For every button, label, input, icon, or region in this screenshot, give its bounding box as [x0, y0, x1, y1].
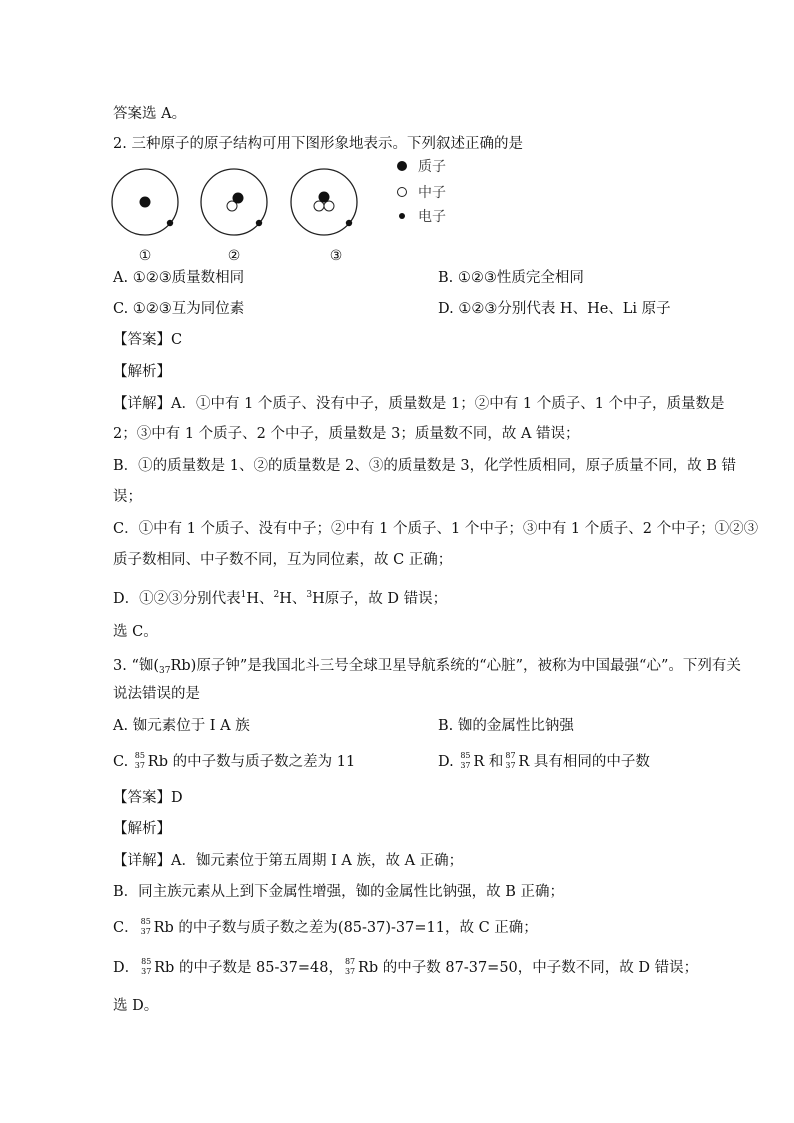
isotope-3h-symbol: H	[312, 591, 325, 607]
option-2c: C. ①②③互为同位素	[113, 301, 245, 317]
analysis-3-heading: 【解析】	[113, 821, 171, 837]
selection-3: 选 D。	[113, 998, 159, 1014]
option-3d-prefix: D.	[438, 754, 454, 770]
answer-3: 【答案】D	[113, 790, 183, 806]
detail-3c-text: Rb 的中子数与质子数之差为(85-37)-37=11，故 C 正确；	[153, 920, 538, 936]
atom-3-proton	[319, 192, 330, 203]
isotope-r87: 87 37	[505, 751, 516, 770]
detail-2c-line-2: 质子数相同、中子数不同，互为同位素，故 C 正确；	[113, 552, 453, 568]
isotope-1h-mass: 1	[240, 590, 247, 600]
option-3a: A. 铷元素位于 I A 族	[113, 718, 250, 734]
option-3b: B. 铷的金属性比钠强	[438, 718, 574, 734]
legend-electron-marker	[399, 213, 405, 219]
detail-2b-line-1: B．①的质量数是 1、②的质量数是 2、③的质量数是 3，化学性质相同，原子质量不同，故 B 错	[113, 458, 737, 474]
question-3-line-2: 说法错误的是	[113, 686, 200, 702]
selection-2: 选 C。	[113, 624, 158, 640]
detail-3d	[113, 958, 698, 978]
option-3c-text: Rb 的中子数与质子数之差为 11	[147, 754, 356, 770]
atom-1-proton	[140, 197, 151, 208]
isotope-rb85: 85 37	[141, 957, 152, 976]
isotope-rb87: 87 37	[344, 957, 356, 976]
question-2: 2. 三种原子的原子结构可用下图形象地表示。下列叙述正确的是	[113, 136, 523, 152]
detail-3a: 【详解】A．铷元素位于第五周期 I A 族，故 A 正确；	[113, 853, 464, 869]
detail-3d-text: Rb 的中子数 87-37=50，中子数不同，故 D 错误；	[357, 960, 699, 976]
q3-prefix: 3. “铷(	[113, 658, 160, 674]
isotope-2h-mass: 2	[273, 590, 280, 600]
isotope-rb85: 85 37	[140, 917, 151, 936]
option-3d-text: R 具有相同的中子数	[518, 754, 650, 770]
option-2b: B. ①②③性质完全相同	[438, 270, 584, 286]
isotope-1h-symbol: H	[246, 591, 260, 607]
answer-line: 答案选 A。	[113, 106, 187, 122]
legend-electron-label: 电子	[418, 209, 446, 225]
detail-2a-line-1: 【详解】A．①中有 1 个质子、没有中子，质量数是 1；②中有 1 个质子、1 个中子，质量数是	[113, 396, 725, 412]
option-3d	[438, 752, 650, 772]
atom-1-label: ①	[138, 248, 152, 264]
atom-3-neutron	[324, 201, 334, 211]
legend-neutron-marker	[398, 188, 407, 197]
atom-2-proton	[233, 193, 244, 204]
detail-3d-mid: Rb 的中子数是 85-37=48，	[154, 960, 343, 976]
isotope-3h-mass: 3	[306, 590, 313, 600]
atom-3-neutron	[314, 201, 324, 211]
legend-neutron-label: 中子	[418, 185, 446, 201]
detail-2c-line-1: C．①中有 1 个质子、没有中子；②中有 1 个质子、1 个中子；③中有 1 个质子、2 个中子；①②③	[113, 521, 759, 537]
detail-2d-suffix: 原子，故 D 错误；	[324, 591, 448, 607]
option-3c	[113, 752, 355, 772]
detail-2d	[113, 585, 447, 609]
atom-2-electron	[256, 220, 262, 226]
option-2d: D. ①②③分别代表 H、He、Li 原子	[438, 301, 671, 317]
detail-3c	[113, 918, 538, 938]
detail-3d-prefix: D．	[113, 960, 140, 976]
atom-structure-figure	[100, 150, 500, 265]
detail-2d-prefix: D．①②③分别代表	[113, 591, 241, 607]
legend-proton-label: 质子	[418, 159, 446, 175]
atom-3-label: ③	[329, 248, 343, 264]
separator: 、	[259, 591, 274, 607]
q3-text: Rb)原子钟”是我国北斗三号全球卫星导航系统的“心脏”，被称为中国最强“心”。下列有关	[170, 658, 741, 674]
answer-2: 【答案】C	[113, 332, 183, 348]
detail-3b: B．同主族元素从上到下金属性增强，铷的金属性比钠强，故 B 正确；	[113, 884, 565, 900]
question-3-line-1	[113, 656, 741, 681]
detail-3c-prefix: C．	[113, 920, 139, 936]
separator: 、	[291, 591, 307, 607]
rb-atomic-number: 37	[159, 666, 171, 676]
atom-1-electron	[167, 220, 173, 226]
isotope-2h-symbol: H	[279, 591, 292, 607]
analysis-2-heading: 【解析】	[113, 364, 171, 380]
atom-2-label: ②	[227, 248, 241, 264]
option-3d-mid: R 和	[473, 754, 504, 770]
option-2a: A. ①②③质量数相同	[113, 270, 245, 286]
atom-3-electron	[346, 220, 352, 226]
isotope-r85: 85 37	[460, 751, 471, 770]
isotope-rb85: 85 37	[134, 751, 145, 770]
detail-2b-line-2: 误；	[113, 489, 142, 505]
detail-2a-line-2: 2；③中有 1 个质子、2 个中子，质量数是 3；质量数不同，故 A 错误；	[113, 426, 580, 442]
legend-proton-marker	[397, 161, 407, 171]
option-3c-prefix: C.	[113, 754, 129, 770]
